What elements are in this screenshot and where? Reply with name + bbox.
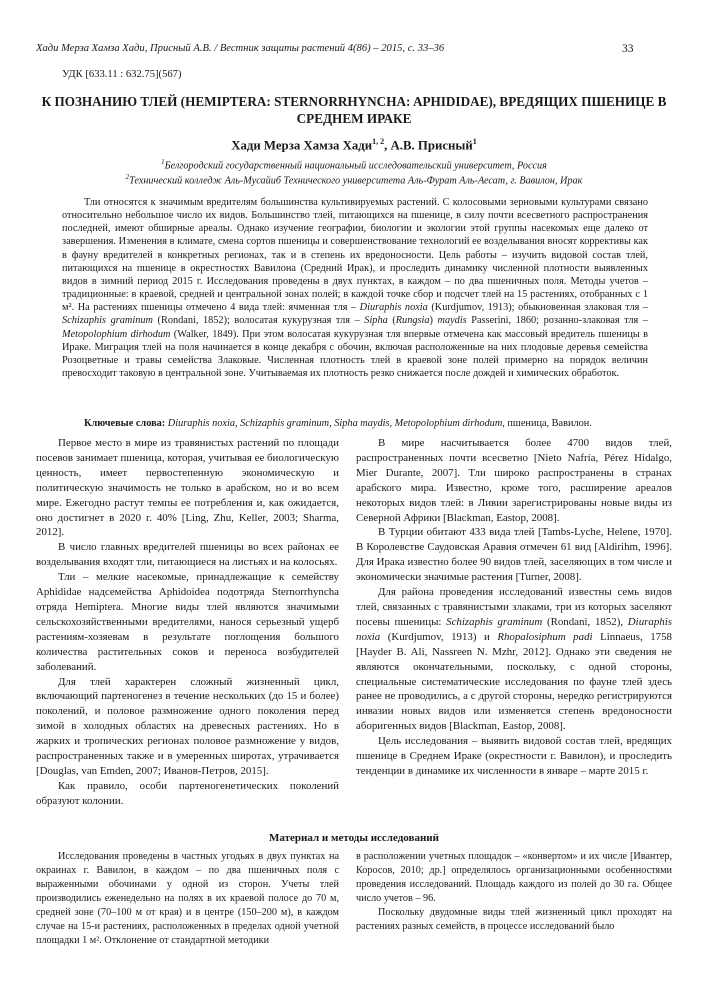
body-column-right — [356, 436, 672, 779]
affiliation-1-mark: 1 — [161, 158, 165, 166]
species-name: Rungsia — [395, 315, 430, 327]
author-1-affil: 1, 2 — [372, 137, 385, 146]
keywords-species: Diuraphis noxia, Schizaphis graminum, Sipha maydis, Metopolophium dirhodum, — [167, 418, 505, 429]
species-name: Diuraphis noxia — [359, 302, 428, 314]
paragraph: Тли – мелкие насекомые, принадлежащие к семейству Aphididae надсемейства Aphidoidea подотряда Sternorrhyncha отряда Hemiptera. Многие виды тлей являются значимыми сельскохозяйственными вредителями, нанося серьезный ущерб растениям-хозяевам в результате поглощения большого количества растительных соков и переноса возбудителей заболеваний. — [36, 571, 339, 673]
species-name: Schizaphis graminum — [446, 615, 543, 628]
paragraph: Исследования проведены в частных угодьях в двух пунктах на окраинах г. Вавилон, в каждом – по два пшеничных поля с выраженными обочинами у одной из сторон. Учеты тлей производились еженедельно на полях в их краевой полосе до 70 м, средней зоне (70–100 м от края) и в центре (150–200 м), в каждом случае на 15-и растениях, расположенных в пределах одной учетной площадки 1 м². Отклонение от стандартной методики — [36, 851, 339, 946]
methods-column-right — [356, 850, 672, 934]
author-2-affil: 1 — [472, 137, 477, 146]
abstract-text: (Kurdjumov, 1913); обыкновенная злаковая тля – — [427, 302, 648, 314]
paragraph-text: Linnaeus, 1758 [Hayder B. Ali, Nassreen N. Mzhr, 2012]. Однако эти сведения не являются окончательными, поскольку, с одной стороны, специальные систематические исследования по фауне тлей здесь ранее не проводились, а с другой стороны, нередко регистрируются инвазии новых видов или изменяется степень вредоносности аборигенных видов [Blackman, Eastop, 2008]. — [356, 630, 672, 733]
paragraph — [356, 585, 672, 734]
keywords-label: Ключевые слова: — [84, 418, 166, 429]
abstract — [62, 196, 648, 380]
author-separator: , — [384, 138, 391, 153]
abstract-text: (Rondani, 1852); волосатая кукурузная тля – — [152, 315, 365, 327]
paragraph-text: (Rondani, 1852), — [542, 615, 628, 628]
paragraph: Поскольку двудомные виды тлей жизненный цикл проходят на растениях разных семейств, в процессе исследований было — [356, 907, 672, 932]
species-name: Rhopalosiphum padi — [497, 630, 593, 643]
methods-column-left — [36, 850, 339, 948]
section-heading: Материал и методы исследований — [269, 832, 439, 844]
running-head: Хади Мерза Хамза Хади, Присный А.В. / Вестник защиты растений 4(86) – 2015, с. 33–36 — [36, 43, 445, 54]
affiliation-2-text: Технический колледж Аль-Мусайиб Технического университета Аль-Фурат Аль-Аесат, г. Вавилон, Ирак — [129, 175, 583, 187]
abstract-text: ) — [429, 315, 438, 327]
species-name: Sipha — [364, 315, 388, 327]
abstract-text: Passerini, 1860; розанно-злаковая тля – — [466, 315, 648, 327]
species-name: Metopolophium dirhodum — [62, 328, 171, 340]
keywords-rest: пшеница, Вавилон. — [504, 418, 592, 429]
abstract-text: (Walker, 1849). При этом волосатая кукурузная тля впервые отмечена как массовый вредитель пшеницы в Ираке. Миграция тлей на поля начинается в конце декабря с обочин, включая расположенные на них плодовые деревья семейства Розоцветные и травы семейства Злаковые. Численная плотность тлей в краевой зоне полей примерно на порядок величин превосходит таковую в центральной зоне. Учитываемая их плотность резко снижается после дождей и химических обработок. — [62, 328, 649, 380]
abstract-text: Тли относятся к значимым вредителям большинства культивируемых растений. С колосовыми зерновыми культурами связано относительно небольшое число их видов. Большинство тлей, питающихся на пшенице, в силу почти всесветного распространения последней, имеют обширные ареалы. Однако изучение географии, биологии и экологии этой группы насекомых еще далеко от завершения. Изменения в климате, смена сортов пшеницы и совершенствование технологий ее возделывания вносят коррективы как в фауну вредителей в конкретных регионах, так и в степень их вредоносности. Цель работы – изучить видовой состав тлей, питающихся на пшенице в окрестностях Вавилона (Средний Ирак), и проследить динамику численной плотности выявленных видов в зимний период 2015 г. Исследования проведены в двух пунктах, в каждом – по два пшеничных поля. Методы учетов – традиционные: в краевой, средней и центральной зонах полей; в каждой точке сбор и подсчет тлей на 15 растениях, отобранных с 1 м². На растениях пшеницы отмечено 4 вида тлей: ячменная тля – — [62, 197, 648, 314]
affiliation-1-text: Белгородский государственный национальный исследовательский университет, Россия — [164, 160, 547, 172]
paragraph: в расположении учетных площадок – «конвертом» и их числе [Ивантер, Коросов, 2010; др.] определялось организационными особенностями проведения исследований. Площадь каждого из полей до 30 га. Общее число учетов – 96. — [356, 851, 672, 904]
paragraph: Цель исследования – выявить видовой состав тлей, вредящих пшенице в Среднем Ираке (окрестности г. Вавилон), и проследить тенденции в динамике их численности в январе – марте 2015 г. — [356, 735, 672, 777]
affiliation-2-mark: 2 — [125, 173, 130, 181]
paragraph: В мире насчитывается более 4700 видов тлей, распространенных почти всесветно [Nieto Nafría, Pérez Hidalgo, Mier Durante, 2007]. Тли широко распространены в странах арабского мира. Известно, кроме того, расширение ареалов некоторых видов тлей: в Ливии зарегистрированы новые виды из Северной Африки [Blackman, Eastop, 2008]. — [356, 437, 672, 524]
body-column-left — [36, 436, 339, 809]
paragraph-text: Для района проведения исследований известны семь видов тлей, связанных с травянистыми злаками, три из которых заселяют посевы пшеницы: — [356, 586, 672, 628]
affiliation-2 — [36, 173, 672, 186]
paragraph: Первое место в мире из травянистых растений по площади посевов занимает пшеница, которая, учитывая ее биологическую ценность, имеет первостепенную экономическую и политическую значимость не только в арабском, но и во всем мире. Ежегодно растут темпы ее потребления и, как ожидается, оно достигнет в 2020 г. 40% [Ling, Zhu, Keller, 2003; Sharma, 2012]. — [36, 437, 339, 539]
paragraph: В число главных вредителей пшеницы во всех районах ее возделывания входят тли, питающиеся на листьях и на колосьях. — [36, 541, 339, 569]
authors-line — [36, 137, 672, 153]
page-number: 33 — [622, 43, 634, 55]
abstract-text: ( — [387, 315, 396, 327]
affiliation-1 — [36, 158, 672, 171]
paragraph: Как правило, особи партеногенетических поколений образуют колонии. — [36, 779, 339, 807]
keywords — [62, 417, 648, 430]
paragraph: В Турции обитают 433 вида тлей [Tambs-Lyche, Helene, 1970]. В Королевстве Саудовская Аравия отмечен 61 вид [Aldirihm, 1996]. Для Ирака известно более 90 видов тлей, заселяющих в том числе и экономически значимые растения [Turner, 2008]. — [356, 526, 672, 584]
species-name: Diuraphis noxia — [356, 615, 672, 643]
author-1-name: Хади Мерза Хамза Хади — [231, 138, 373, 153]
paragraph-text: (Kurdjumov, 1913) и — [380, 630, 498, 643]
udc-code: УДК [633.11 : 632.75](567) — [62, 69, 182, 80]
species-name: Schizaphis graminum — [62, 315, 153, 327]
species-name: maydis — [437, 315, 467, 327]
article-title: К ПОЗНАНИЮ ТЛЕЙ (HEMIPTERA: STERNORRHYNCHA: APHIDIDAE), ВРЕДЯЩИХ ПШЕНИЦЕ В СРЕДНЕМ ИРАКЕ — [41, 94, 667, 126]
paragraph: Для тлей характерен сложный жизненный цикл, включающий партеногенез в течение нескольких (до 15 и более) поколений, и половое размножение одного поколения перед зимой в холодных областях на древесных растениях. Но в жарких и тропических регионах половое размножение у видов, распространенных также и в умеренных широтах, утрачивается [Douglas, van Emden, 2007; Иванов-Петров, 2015]. — [36, 675, 339, 777]
author-2-name: А.В. Присный — [390, 138, 473, 153]
